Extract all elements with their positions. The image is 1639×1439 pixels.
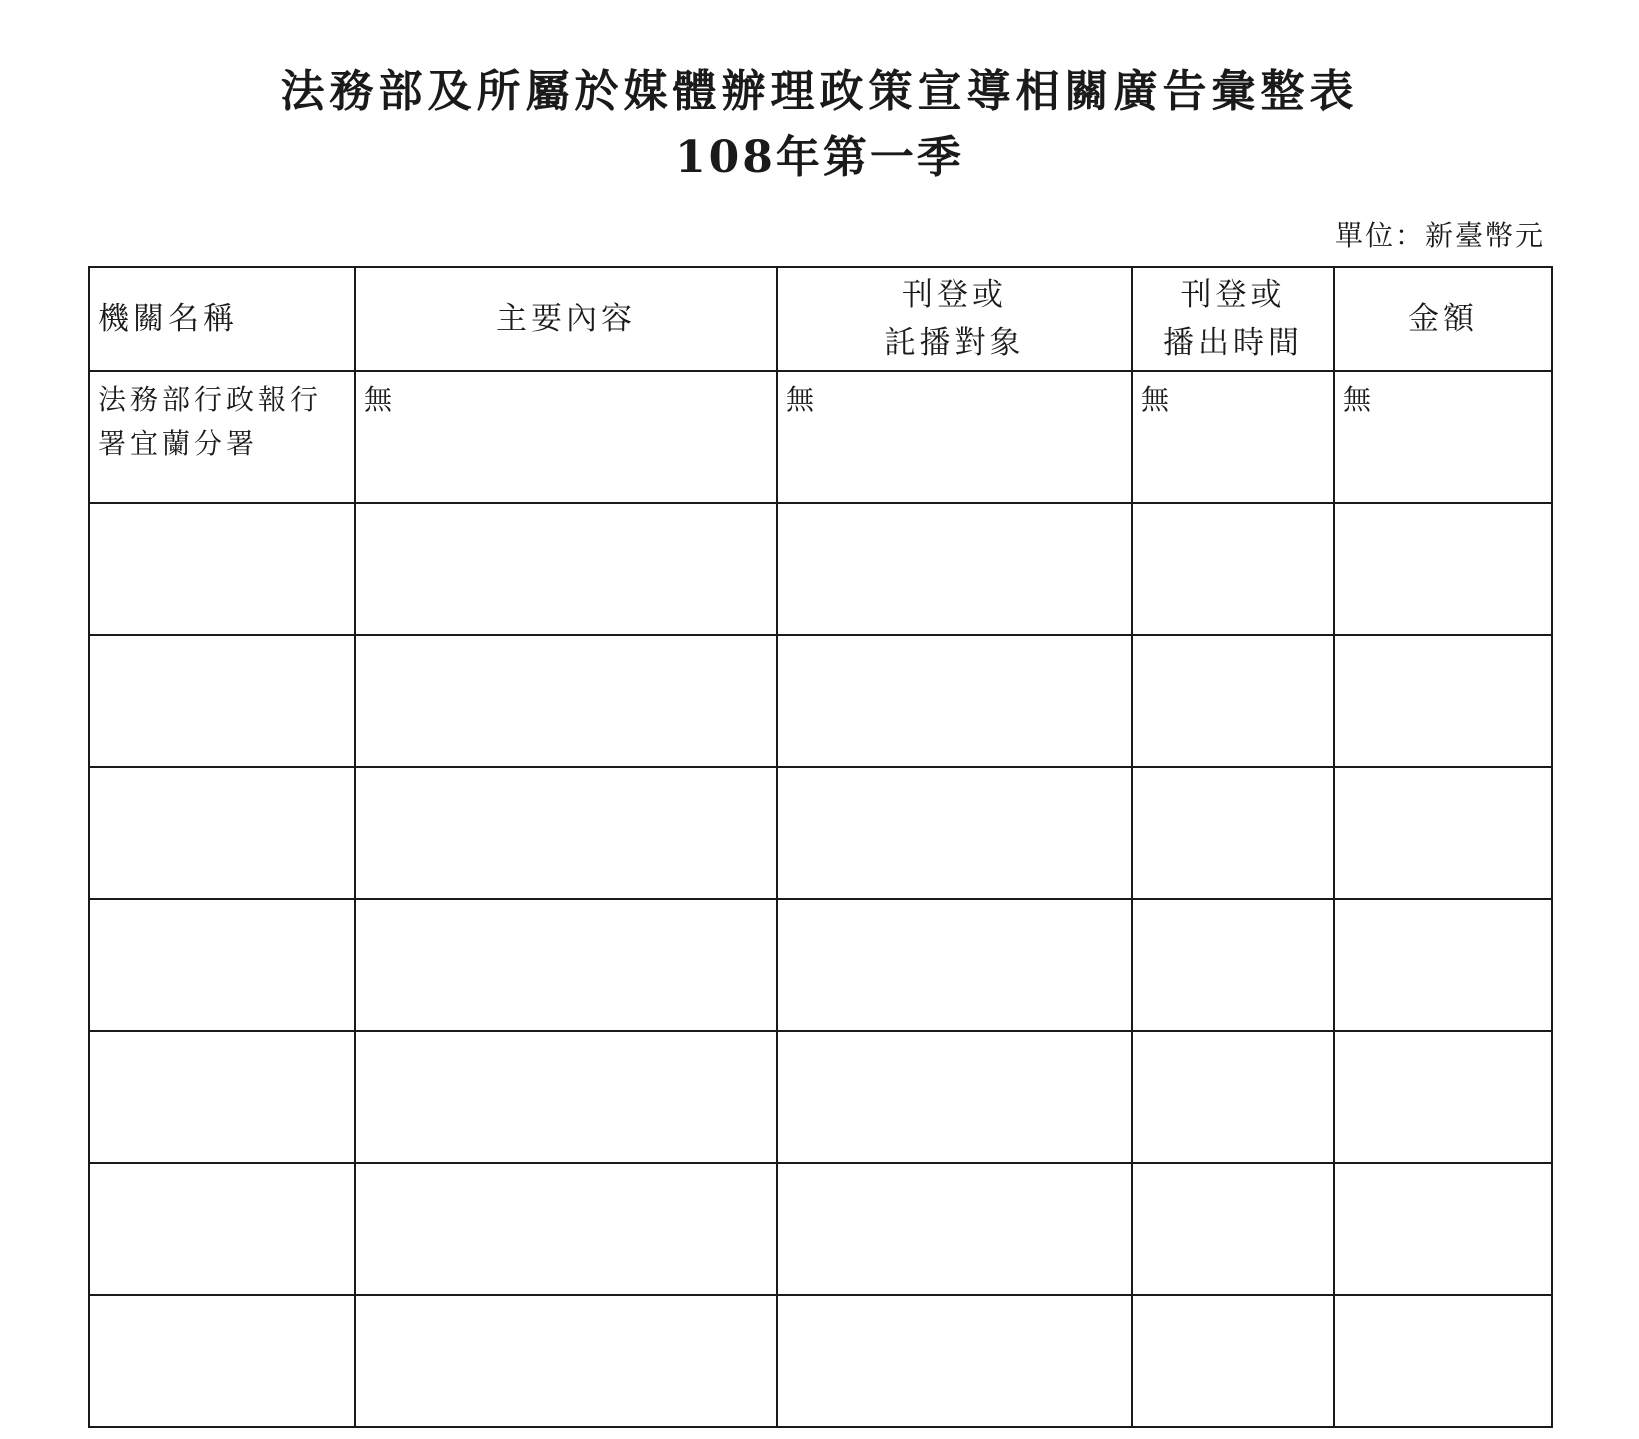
cell-broadcast-time bbox=[1132, 899, 1334, 1031]
cell-main-content: 無 bbox=[355, 371, 777, 503]
cell-media-target bbox=[777, 635, 1132, 767]
cut-off-footnote-strip bbox=[100, 1430, 1400, 1439]
cell-agency-name bbox=[89, 635, 355, 767]
cell-agency-name bbox=[89, 1163, 355, 1295]
table-row bbox=[89, 1295, 1552, 1427]
table-row bbox=[89, 899, 1552, 1031]
cell-media-target bbox=[777, 767, 1132, 899]
table-row bbox=[89, 503, 1552, 635]
advertising-summary-table bbox=[88, 266, 1553, 1428]
cell-main-content bbox=[355, 1031, 777, 1163]
header-agency-name bbox=[89, 267, 355, 371]
cell-broadcast-time bbox=[1132, 635, 1334, 767]
table-row bbox=[89, 1031, 1552, 1163]
cell-main-content bbox=[355, 899, 777, 1031]
cell-media-target bbox=[777, 1295, 1132, 1427]
cell-broadcast-time bbox=[1132, 1163, 1334, 1295]
cell-main-content bbox=[355, 1295, 777, 1427]
cell-media-target bbox=[777, 1163, 1132, 1295]
table-row bbox=[89, 1163, 1552, 1295]
header-amount bbox=[1334, 267, 1552, 371]
header-line: 主要內容 bbox=[496, 301, 636, 337]
cell-amount bbox=[1334, 1295, 1552, 1427]
table-row bbox=[89, 767, 1552, 899]
cell-main-content bbox=[355, 635, 777, 767]
cell-agency-name bbox=[89, 1031, 355, 1163]
cell-agency-name bbox=[89, 503, 355, 635]
cell-amount bbox=[1334, 635, 1552, 767]
table-row bbox=[89, 635, 1552, 767]
header-line: 刊登或 bbox=[1180, 277, 1286, 313]
header-line: 機關名稱 bbox=[98, 301, 238, 337]
cell-agency-name bbox=[89, 1295, 355, 1427]
table-row bbox=[89, 371, 1552, 503]
currency-unit-label: 單位：新臺幣元 bbox=[1334, 219, 1545, 252]
cell-amount bbox=[1334, 503, 1552, 635]
cell-amount: 無 bbox=[1334, 371, 1552, 503]
cell-main-content bbox=[355, 503, 777, 635]
header-main-content bbox=[355, 267, 777, 371]
cell-agency-name bbox=[89, 899, 355, 1031]
header-line: 託播對象 bbox=[884, 325, 1025, 361]
cell-media-target bbox=[777, 503, 1132, 635]
table-header-row bbox=[89, 267, 1552, 371]
header-line: 播出時間 bbox=[1163, 325, 1303, 361]
cell-media-target bbox=[777, 1031, 1132, 1163]
cell-amount bbox=[1334, 1031, 1552, 1163]
cell-main-content bbox=[355, 1163, 777, 1295]
cell-broadcast-time bbox=[1132, 1031, 1334, 1163]
header-media-target bbox=[777, 267, 1132, 371]
cell-broadcast-time bbox=[1132, 1295, 1334, 1427]
cell-broadcast-time bbox=[1132, 767, 1334, 899]
cell-agency-name: 法務部行政報行署宜蘭分署 bbox=[89, 371, 355, 503]
cell-media-target: 無 bbox=[777, 371, 1132, 503]
cell-main-content bbox=[355, 767, 777, 899]
cell-amount bbox=[1334, 899, 1552, 1031]
header-broadcast-time bbox=[1132, 267, 1334, 371]
header-line: 刊登或 bbox=[902, 277, 1007, 313]
cell-amount bbox=[1334, 1163, 1552, 1295]
cell-media-target bbox=[777, 899, 1132, 1031]
cell-amount bbox=[1334, 767, 1552, 899]
header-line: 金額 bbox=[1408, 301, 1478, 337]
cell-broadcast-time bbox=[1132, 503, 1334, 635]
document-subtitle: 108年第一季 bbox=[675, 132, 964, 183]
cell-agency-name bbox=[89, 767, 355, 899]
cell-broadcast-time: 無 bbox=[1132, 371, 1334, 503]
document-title: 法務部及所屬於媒體辦理政策宣導相關廣告彙整表 bbox=[280, 66, 1359, 117]
